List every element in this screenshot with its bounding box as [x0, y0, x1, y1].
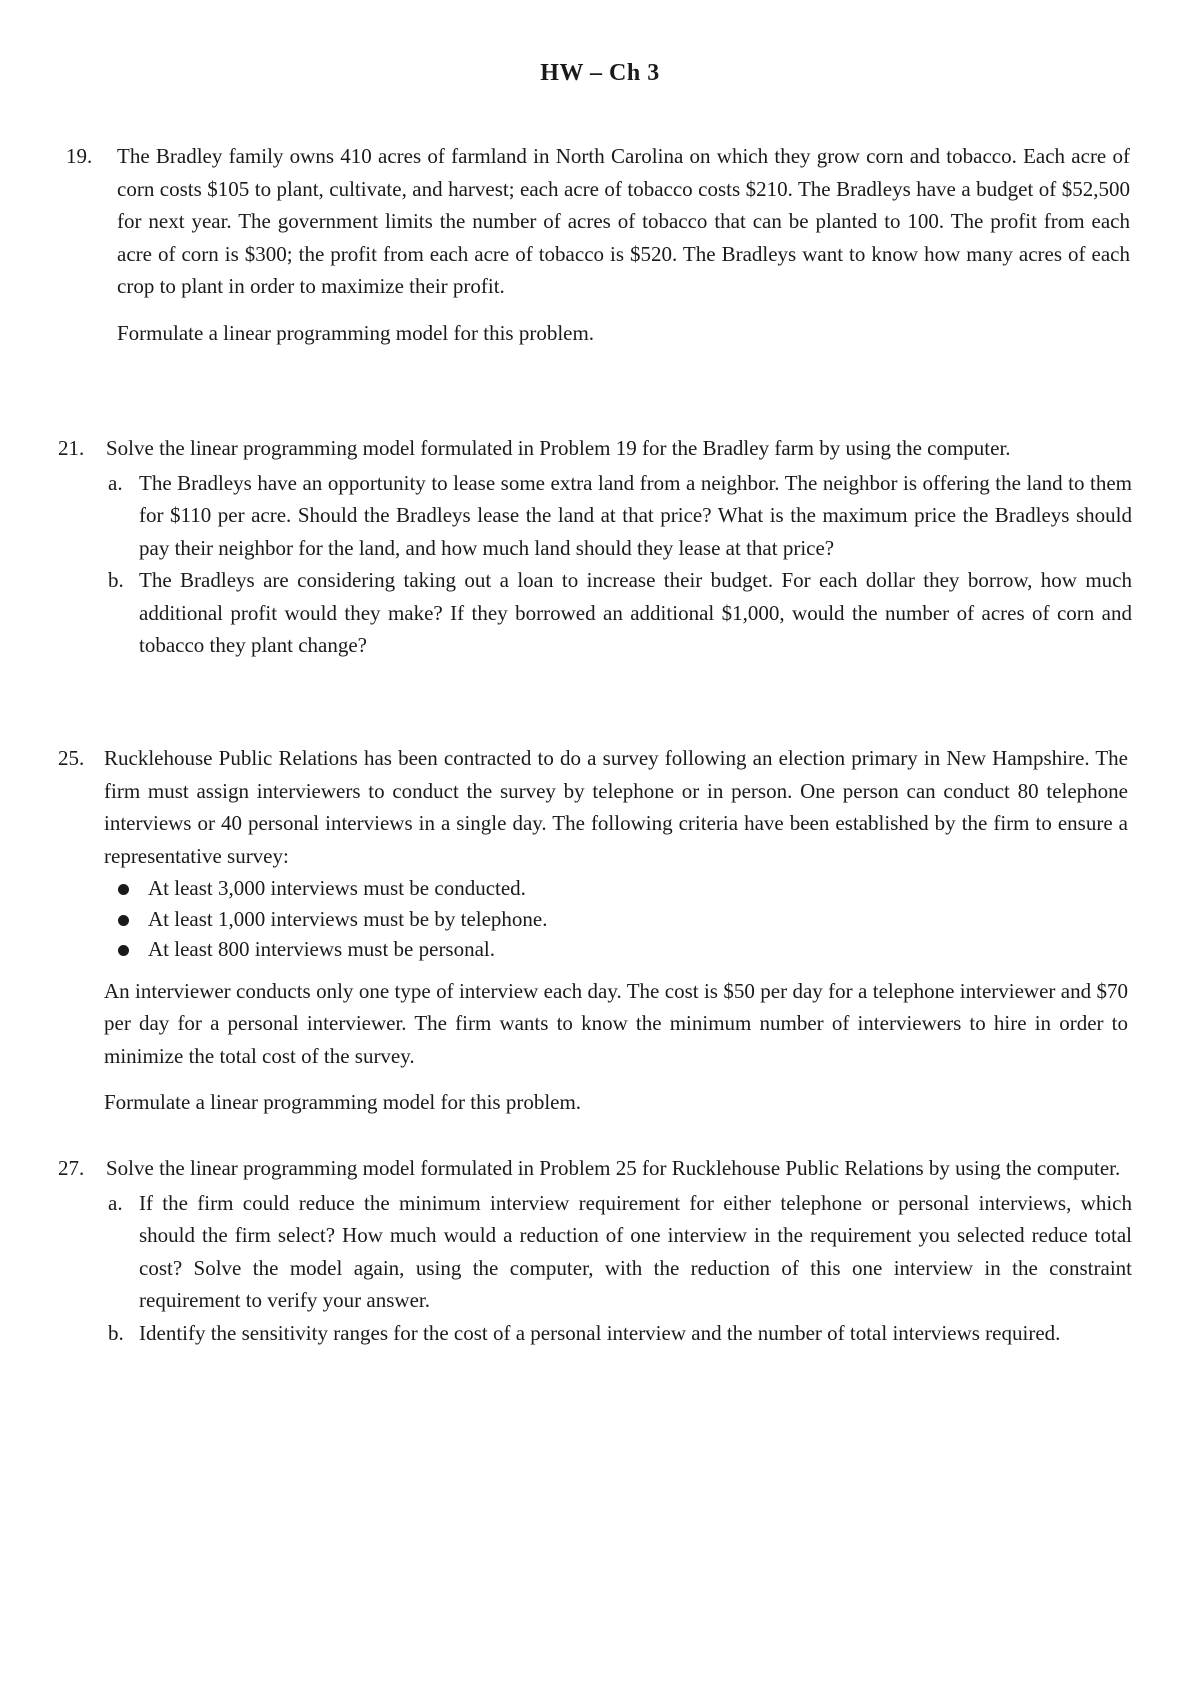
sub-question-list — [106, 467, 1132, 662]
problem-25 — [58, 742, 1128, 1119]
bullet-icon — [118, 945, 129, 956]
sub-question-letter: b. — [108, 1320, 124, 1345]
problem-21 — [58, 432, 1132, 662]
criteria-item — [104, 934, 1128, 965]
problem-number: 19. — [66, 144, 93, 168]
sub-question-text: The Bradleys have an opportunity to lease some extra land from a neighbor. The neighbor is offering the land to them for $110 per acre. Should the Bradleys lease the land at that price? What is the maximum price the Bradleys should pay their neighbor for the land, and how much land should they lease at that price? — [139, 470, 1132, 560]
sub-question-a — [106, 1187, 1132, 1317]
criteria-text: At least 3,000 interviews must be conducted. — [148, 876, 526, 900]
problem-statement: The Bradley family owns 410 acres of farmland in North Carolina on which they grow corn and tobacco. Each acre of corn costs $105 to plant, cultivate, and harvest; each acre of tobacco costs $210. The Bradleys have a budget of $52,500 for next year. The government limits the number of acres of tobacco that can be planted to 100. The profit from each acre of corn is $300; the profit from each acre of tobacco is $520. The Bradleys want to know how many acres of each crop to plant in order to maximize their profit. — [117, 144, 1130, 298]
criteria-list — [104, 873, 1128, 965]
problem-19 — [66, 140, 1130, 349]
problem-body — [104, 742, 1128, 1119]
sub-question-letter: a. — [108, 1190, 123, 1215]
criteria-text: At least 800 interviews must be personal. — [148, 937, 496, 961]
sub-question-b — [106, 564, 1132, 662]
problem-number: 25. — [58, 746, 85, 770]
problem-statement: Rucklehouse Public Relations has been contracted to do a survey following an election primary in New Hampshire. The firm must assign interviewers to conduct the survey by telephone or in person. One person can conduct 80 telephone interviews or 40 personal interviews in a single day. The following criteria have been established by the firm to ensure a representative survey: — [104, 746, 1128, 868]
bullet-icon — [118, 915, 129, 926]
problem-body — [117, 140, 1130, 349]
problem-paragraph: An interviewer conducts only one type of interview each day. The cost is $50 per day for a telephone interviewer and $70 per day for a personal interviewer. The firm wants to know the minimum number of interviewers to hire in order to minimize the total cost of the survey. — [104, 978, 1128, 1068]
formulate-instruction: Formulate a linear programming model for this problem. — [104, 1090, 582, 1114]
sub-question-text: Identify the sensitivity ranges for the cost of a personal interview and the number of total interviews required. — [139, 1320, 1061, 1345]
page-title: HW – Ch 3 — [540, 60, 660, 86]
bullet-icon — [118, 884, 129, 895]
criteria-text: At least 1,000 interviews must be by telephone. — [148, 906, 548, 931]
problem-number: 21. — [58, 436, 85, 460]
criteria-item — [104, 873, 1128, 904]
formulate-instruction: Formulate a linear programming model for this problem. — [117, 320, 595, 345]
sub-question-list — [106, 1187, 1132, 1350]
sub-question-letter: b. — [108, 568, 124, 592]
sub-question-text: The Bradleys are considering taking out a loan to increase their budget. For each dollar they borrow, how much additional profit would they make? If they borrowed an additional $1,000, would the number of acres of corn and tobacco they plant change? — [139, 568, 1132, 657]
problem-statement: Solve the linear programming model formulated in Problem 19 for the Bradley farm by using the computer. — [106, 436, 1011, 460]
problem-statement: Solve the linear programming model formulated in Problem 25 for Rucklehouse Public Relations by using the computer. — [106, 1156, 1121, 1180]
problem-body — [106, 432, 1132, 662]
sub-question-a — [106, 467, 1132, 565]
criteria-item — [104, 904, 1128, 935]
problem-27 — [58, 1152, 1132, 1349]
problem-number: 27. — [58, 1156, 85, 1180]
problem-body — [106, 1152, 1132, 1349]
sub-question-letter: a. — [108, 470, 123, 495]
sub-question-text: If the firm could reduce the minimum interview requirement for either telephone or personal interviews, which should the firm select? How much would a reduction of one interview in the requirement you selected reduce total cost? Solve the model again, using the computer, with the reduction of this one interview in the constraint requirement to verify your answer. — [139, 1190, 1132, 1312]
sub-question-b — [106, 1317, 1132, 1350]
